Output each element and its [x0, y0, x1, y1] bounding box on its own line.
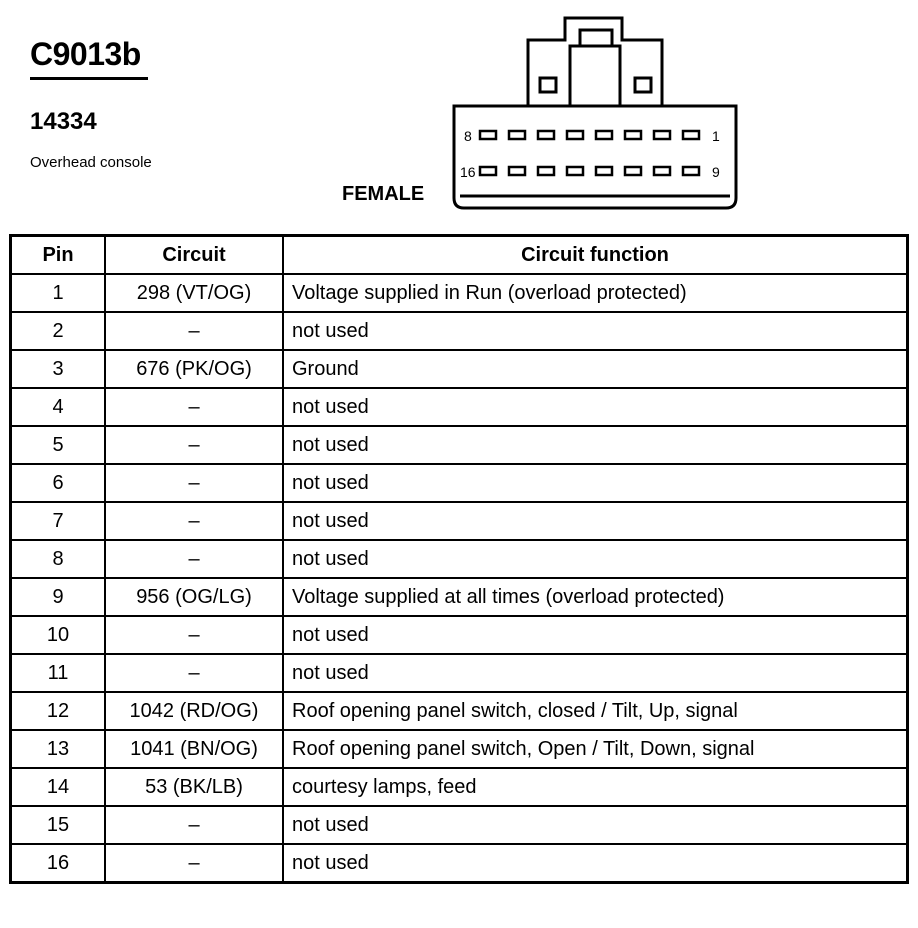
- function-cell: Roof opening panel switch, Open / Tilt, Down, signal: [283, 730, 908, 768]
- connector-id: C9013b: [30, 36, 141, 72]
- table-row: [11, 730, 908, 768]
- circuit-cell: –: [105, 654, 283, 692]
- pin-cell: 4: [11, 388, 106, 426]
- function-cell: not used: [283, 426, 908, 464]
- pin-cell: 2: [11, 312, 106, 350]
- header-pin: Pin: [11, 236, 106, 275]
- pin-slot: [538, 131, 554, 139]
- function-cell: not used: [283, 312, 908, 350]
- circuit-cell: 956 (OG/LG): [105, 578, 283, 616]
- table-row: [11, 540, 908, 578]
- table-row: [11, 654, 908, 692]
- table-row: [11, 350, 908, 388]
- pin-slot: [596, 131, 612, 139]
- function-cell: Roof opening panel switch, closed / Tilt, Up, signal: [283, 692, 908, 730]
- function-cell: not used: [283, 540, 908, 578]
- pin-cell: 3: [11, 350, 106, 388]
- table-row: [11, 692, 908, 730]
- function-cell: not used: [283, 844, 908, 883]
- pin-slot: [625, 131, 641, 139]
- pin-cell: 7: [11, 502, 106, 540]
- pin-cell: 10: [11, 616, 106, 654]
- table-row: [11, 426, 908, 464]
- function-cell: not used: [283, 388, 908, 426]
- table-row: [11, 768, 908, 806]
- table-row: [11, 502, 908, 540]
- pin-slot: [596, 167, 612, 175]
- circuit-cell: –: [105, 426, 283, 464]
- function-cell: Ground: [283, 350, 908, 388]
- pin-slot: [509, 131, 525, 139]
- table-row: [11, 312, 908, 350]
- pinout-table: [9, 234, 909, 884]
- circuit-cell: 53 (BK/LB): [105, 768, 283, 806]
- table-row: [11, 806, 908, 844]
- circuit-cell: –: [105, 388, 283, 426]
- pin-slot: [683, 167, 699, 175]
- table-row: [11, 388, 908, 426]
- connector-face-diagram: [440, 10, 750, 220]
- pin-label-1: 1: [712, 128, 720, 144]
- pin-slot: [538, 167, 554, 175]
- pin-cell: 15: [11, 806, 106, 844]
- pin-slot: [480, 167, 496, 175]
- pin-slot: [480, 131, 496, 139]
- pin-cell: 9: [11, 578, 106, 616]
- pin-cell: 1: [11, 274, 106, 312]
- pin-slot: [654, 131, 670, 139]
- header-circuit: Circuit: [105, 236, 283, 275]
- table-row: [11, 616, 908, 654]
- pin-slot: [509, 167, 525, 175]
- table-header-row: [11, 236, 908, 275]
- function-cell: not used: [283, 806, 908, 844]
- pin-cell: 11: [11, 654, 106, 692]
- circuit-cell: –: [105, 464, 283, 502]
- pin-label-16: 16: [460, 164, 476, 180]
- function-cell: Voltage supplied at all times (overload protected): [283, 578, 908, 616]
- pin-slot: [567, 131, 583, 139]
- pin-cell: 5: [11, 426, 106, 464]
- circuit-cell: 1041 (BN/OG): [105, 730, 283, 768]
- table-row: [11, 578, 908, 616]
- pin-slot: [683, 131, 699, 139]
- pin-cell: 6: [11, 464, 106, 502]
- function-cell: Voltage supplied in Run (overload protected): [283, 274, 908, 312]
- function-cell: not used: [283, 616, 908, 654]
- function-cell: not used: [283, 502, 908, 540]
- table-row: [11, 274, 908, 312]
- circuit-cell: –: [105, 312, 283, 350]
- pin-cell: 16: [11, 844, 106, 883]
- circuit-cell: –: [105, 844, 283, 883]
- pin-slot: [654, 167, 670, 175]
- circuit-cell: 1042 (RD/OG): [105, 692, 283, 730]
- pin-cell: 8: [11, 540, 106, 578]
- function-cell: not used: [283, 464, 908, 502]
- circuit-cell: –: [105, 616, 283, 654]
- part-number: 14334: [30, 108, 97, 135]
- pin-slot: [567, 167, 583, 175]
- pin-label-8: 8: [464, 128, 472, 144]
- pin-slot: [625, 167, 641, 175]
- location-label: Overhead console: [30, 154, 152, 171]
- circuit-cell: 676 (PK/OG): [105, 350, 283, 388]
- pin-label-9: 9: [712, 164, 720, 180]
- gender-label: FEMALE: [342, 183, 425, 205]
- pin-cell: 14: [11, 768, 106, 806]
- circuit-cell: –: [105, 502, 283, 540]
- circuit-cell: 298 (VT/OG): [105, 274, 283, 312]
- function-cell: courtesy lamps, feed: [283, 768, 908, 806]
- table-row: [11, 844, 908, 883]
- pin-cell: 13: [11, 730, 106, 768]
- function-cell: not used: [283, 654, 908, 692]
- header-function: Circuit function: [283, 236, 908, 275]
- connector-id-underline: [30, 77, 148, 80]
- table-row: [11, 464, 908, 502]
- circuit-cell: –: [105, 540, 283, 578]
- pin-cell: 12: [11, 692, 106, 730]
- circuit-cell: –: [105, 806, 283, 844]
